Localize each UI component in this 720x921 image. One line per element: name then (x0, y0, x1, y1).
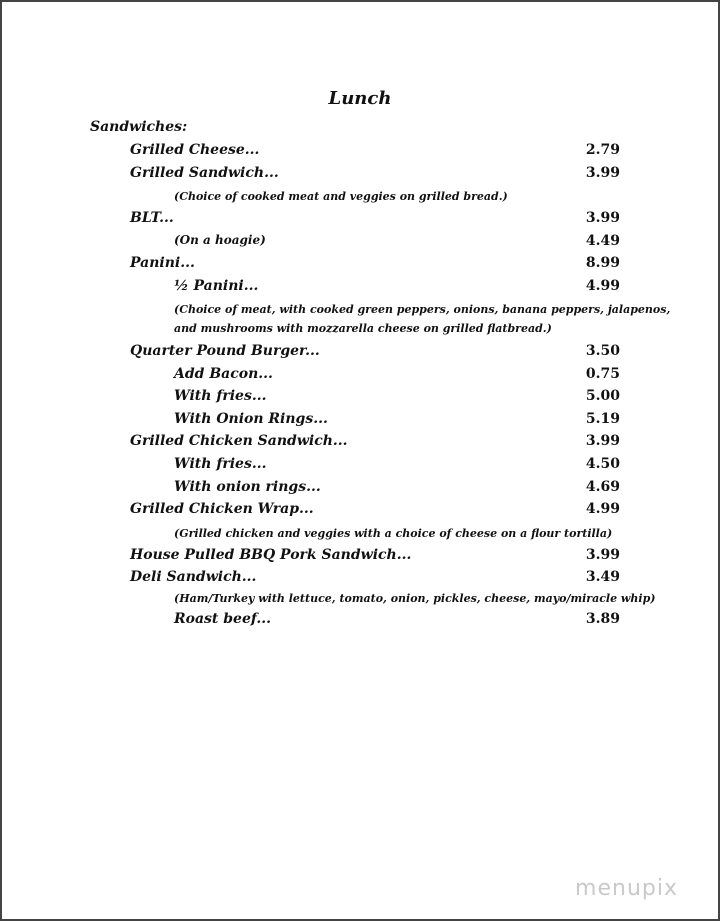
menu-item-price: 4.50 (585, 456, 620, 472)
menu-item-name: Grilled Sandwich... (130, 165, 279, 181)
menu-title: Lunch (328, 88, 392, 109)
menu-item-price: 3.89 (585, 611, 620, 627)
menu-item-note: (Choice of meat, with cooked green peppers, onions, banana peppers, jalapenos, (174, 303, 671, 316)
menu-item-price: 3.99 (585, 165, 620, 181)
menu-item-price: 3.50 (585, 343, 620, 359)
menu-item-name: With Onion Rings... (174, 411, 328, 427)
menu-item-note: (Ham/Turkey with lettuce, tomato, onion, pickles, cheese, mayo/miracle whip) (174, 592, 656, 605)
menu-item-price: 8.99 (585, 255, 620, 271)
menu-item-name: Grilled Chicken Sandwich... (130, 433, 348, 449)
menu-item-price: 4.99 (585, 501, 620, 517)
menu-item-name: BLT... (130, 210, 174, 226)
menu-item-name: With onion rings... (174, 479, 321, 495)
menu-item-price: 5.00 (585, 388, 620, 404)
section-heading: Sandwiches: (90, 119, 188, 135)
menu-item-price: 4.49 (585, 233, 620, 249)
menu-item-price: 3.99 (585, 210, 620, 226)
menu-item-name: With fries... (174, 388, 267, 404)
menu-item-price: 0.75 (585, 366, 620, 382)
menu-item-note: (Grilled chicken and veggies with a choice of cheese on a flour tortilla) (174, 527, 613, 540)
menu-item-price: 3.49 (585, 569, 620, 585)
menu-item-price: 3.99 (585, 433, 620, 449)
menu-item-name: Grilled Chicken Wrap... (130, 501, 314, 517)
menu-item-name: ½ Panini... (174, 278, 259, 294)
menu-item-name: With fries... (174, 456, 267, 472)
menu-item-name: Panini... (130, 255, 195, 271)
menu-item-note: (Choice of cooked meat and veggies on grilled bread.) (174, 190, 508, 203)
menu-item-name: Grilled Cheese... (130, 142, 260, 158)
menu-item-name: House Pulled BBQ Pork Sandwich... (130, 547, 412, 563)
watermark-logo: menupix (575, 876, 678, 901)
menu-item-name: (On a hoagie) (174, 233, 266, 247)
menu-item-price: 4.99 (585, 278, 620, 294)
menu-item-name: Quarter Pound Burger... (130, 343, 320, 359)
menu-item-price: 2.79 (585, 142, 620, 158)
menu-item-name: Deli Sandwich... (130, 569, 257, 585)
menu-item-name: Roast beef... (174, 611, 272, 627)
menu-item-price: 5.19 (585, 411, 620, 427)
menu-item-price: 4.69 (585, 479, 620, 495)
menu-item-note: and mushrooms with mozzarella cheese on grilled flatbread.) (174, 322, 552, 335)
menu-item-name: Add Bacon... (174, 366, 273, 382)
menu-item-price: 3.99 (585, 547, 620, 563)
